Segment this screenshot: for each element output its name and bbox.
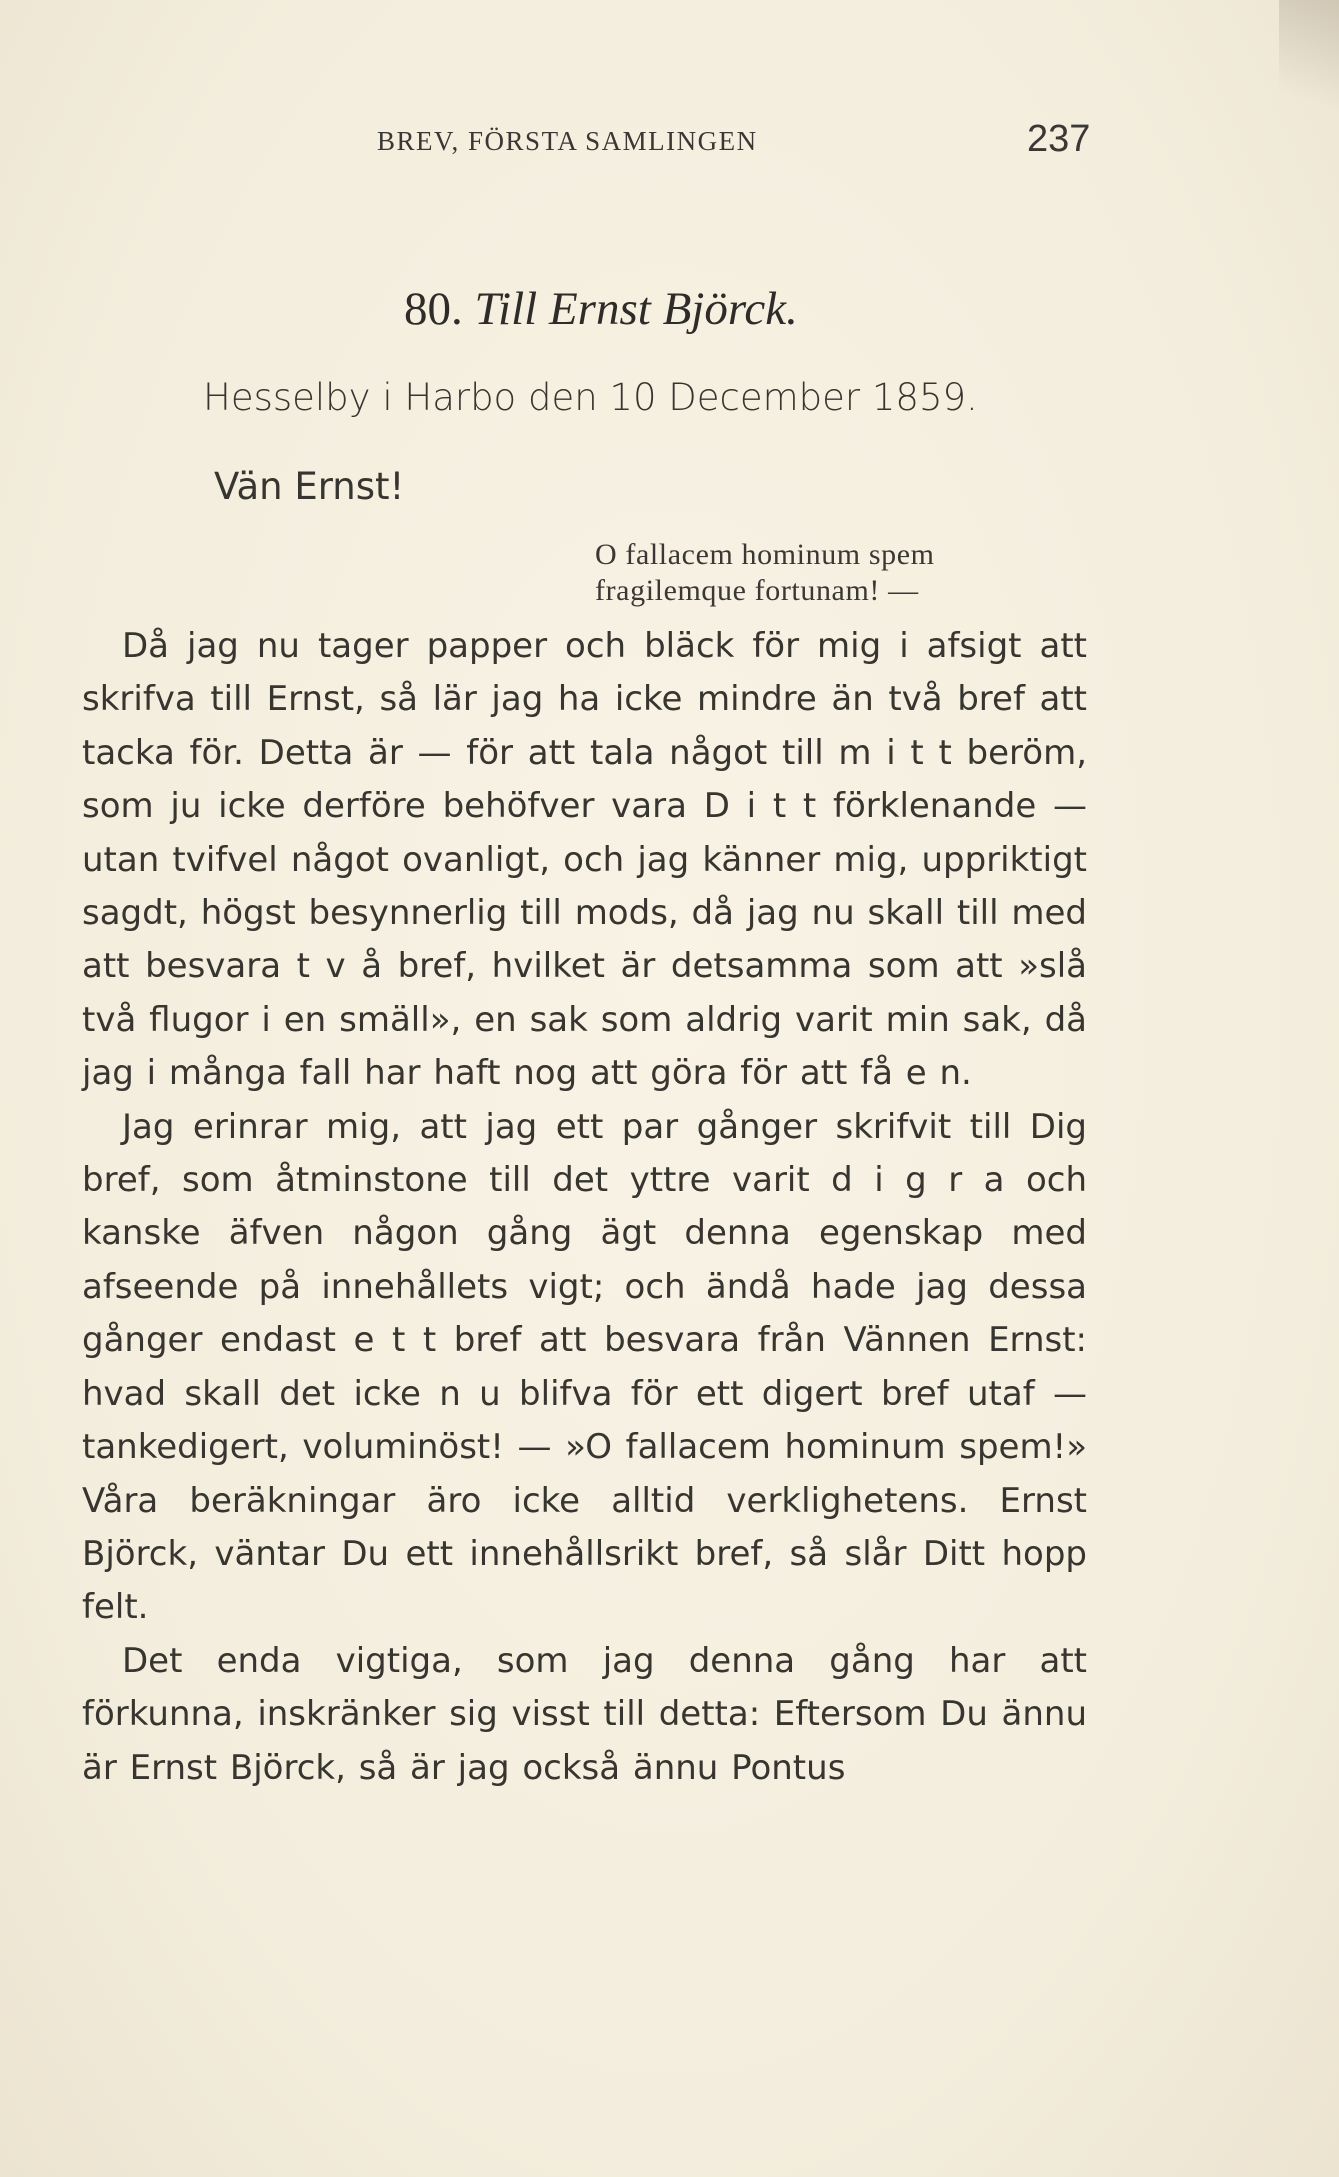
page-number: 237	[1027, 118, 1091, 160]
paragraph-3: Det enda vigtiga, som jag denna gång har att förkunna, inskränker sig visst till detta: Eftersom Du ännu är Ernst Björck, så är jag också ännu Pontus	[82, 1640, 1087, 1788]
letter-number: 80.	[404, 283, 463, 335]
paragraph-2: Jag erinrar mig, att jag ett par gånger skrifvit till Dig bref, som åtminstone till det yttre varit d i g r a och kanske äfven någon gång ägt denna egenskap med afseende på innehållets vigt; och ändå hade jag dessa gånger endast e t t bref att besvara från Vännen Ernst: hvad skall det icke n u blifva för ett digert bref utaf — tankedigert, voluminöst! — »O fallacem hominum spem!» Våra beräkningar äro icke alltid verklighetens. Ernst Björck, väntar Du ett innehållsrikt bref, så slår Ditt hopp felt.	[82, 1106, 1087, 1628]
dateline: Hesselby i Harbo den 10 December 1859.	[203, 376, 978, 419]
letter-title	[404, 282, 798, 336]
page-corner-shadow	[1279, 0, 1339, 140]
letter-recipient: Till Ernst Björck.	[474, 283, 798, 335]
letter-body	[82, 620, 1087, 1795]
running-head: BREV, FÖRSTA SAMLINGEN	[377, 126, 758, 156]
epigraph-line-2: fragilemque fortunam! —	[595, 574, 919, 607]
salutation: Vän Ernst!	[214, 465, 405, 508]
epigraph-line-1: O fallacem hominum spem	[595, 538, 935, 571]
paragraph-1: Då jag nu tager papper och bläck för mig i afsigt att skrifva till Ernst, så lär jag ha icke mindre än två bref att tacka för. Detta är — för att tala något till m i t t beröm, som ju icke derföre behöfver vara D i t t förklenande — utan tvifvel något ovanligt, och jag känner mig, uppriktigt sagdt, högst besynnerlig till mods, då jag nu skall till med att besvara t v å bref, hvilket är detsamma som att »slå två flugor i en smäll», en sak som aldrig varit min sak, då jag i många fall har haft nog att göra för att få e n.	[82, 626, 1087, 1094]
epigraph	[595, 537, 1105, 609]
